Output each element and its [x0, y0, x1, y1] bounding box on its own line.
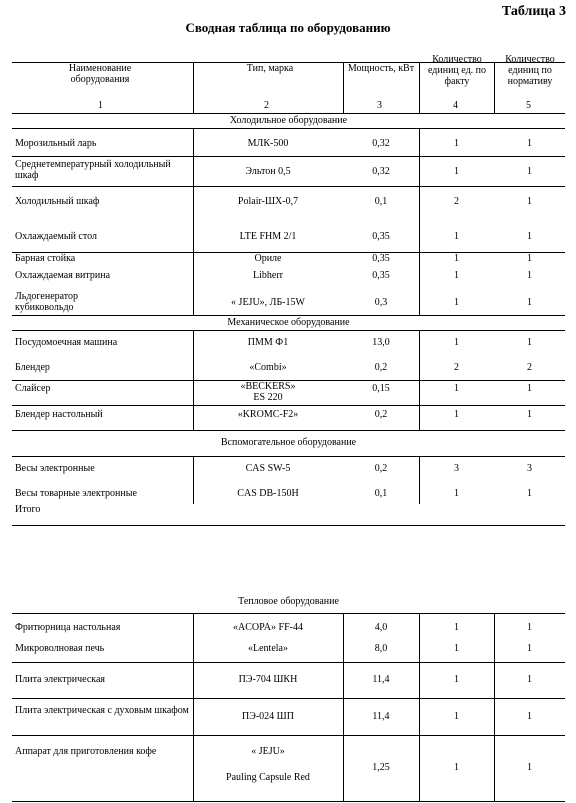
- row-brand: «Lentela»: [248, 643, 288, 654]
- row-brand: ПММ Ф1: [247, 337, 289, 348]
- row-name: Весы электронные: [15, 463, 95, 474]
- row-fact: 1: [454, 488, 459, 499]
- row-name: Посудомоечная машина: [15, 337, 118, 348]
- section-mech: Механическое оборудование: [227, 317, 350, 328]
- row-norm: 1: [527, 674, 532, 685]
- row-name: Плита электрическая с духовым шкафом: [15, 705, 189, 716]
- row-fact: 1: [454, 231, 459, 242]
- row-name: Льдогенератор кубиковольдо: [15, 291, 79, 313]
- header-num-3: 3: [377, 100, 382, 111]
- row-norm: 1: [527, 297, 532, 308]
- header-num-4: 4: [453, 100, 458, 111]
- row-brand: CAS DB-150H: [237, 488, 299, 499]
- row-fact: 1: [454, 337, 459, 348]
- row-name: Весы товарные электронные: [15, 488, 137, 499]
- row-power: 0,35: [372, 253, 390, 264]
- row-power: 0,35: [372, 270, 390, 281]
- row-brand: « JEJU»: [251, 746, 285, 757]
- row-name: Блендер: [15, 362, 50, 373]
- row-brand-line2: Pauling Capsule Red: [226, 772, 310, 783]
- row-name: Слайсер: [15, 383, 51, 394]
- row-power: 0,1: [374, 488, 388, 499]
- row-power: 4,0: [374, 622, 388, 633]
- row-name: Блендер настольный: [15, 409, 103, 420]
- row-brand: Libherr: [253, 270, 283, 281]
- header-brand: Тип, марка: [246, 63, 294, 74]
- row-power: 11,4: [372, 711, 390, 722]
- header-num-1: 1: [98, 100, 103, 111]
- row-brand: « JEJU», ЛБ-15W: [231, 297, 305, 308]
- row-fact: 1: [454, 383, 459, 394]
- table-number: Таблица 3: [501, 4, 566, 19]
- row-power: 0,3: [374, 297, 388, 308]
- row-fact: 1: [454, 674, 459, 685]
- row-norm: 1: [527, 270, 532, 281]
- row-power: 0,2: [374, 409, 388, 420]
- row-fact: 1: [454, 253, 459, 264]
- row-power: 13,0: [372, 337, 390, 348]
- row-name: Фритюрница настольная: [15, 622, 121, 633]
- row-name: Холодильный шкаф: [15, 196, 100, 207]
- header-num-2: 2: [264, 100, 269, 111]
- row-fact: 1: [454, 166, 459, 177]
- row-brand: МЛК-500: [247, 138, 289, 149]
- row-name: Плита электрическая: [15, 674, 106, 685]
- row-fact: 1: [454, 622, 459, 633]
- row-norm: 3: [527, 463, 532, 474]
- row-power: 11,4: [372, 674, 390, 685]
- section-heat: Тепловое оборудование: [238, 596, 339, 607]
- row-brand: «KROMC-F2»: [237, 409, 299, 420]
- header-num-5: 5: [526, 100, 531, 111]
- row-norm: 1: [527, 138, 532, 149]
- row-power: 0,2: [374, 362, 388, 373]
- row-fact: 1: [454, 711, 459, 722]
- row-fact: 1: [454, 138, 459, 149]
- row-brand: ПЭ-024 ШП: [242, 711, 294, 722]
- row-norm: 1: [527, 166, 532, 177]
- row-norm: 1: [527, 622, 532, 633]
- row-fact: 2: [454, 196, 459, 207]
- row-name: Барная стойка: [15, 253, 76, 264]
- row-fact: 1: [454, 270, 459, 281]
- row-brand: «BECKERS» ES 220: [240, 381, 296, 403]
- row-brand: Эльтон 0,5: [245, 166, 291, 177]
- row-brand: ПЭ-704 ШКН: [238, 674, 298, 685]
- row-norm: 2: [527, 362, 532, 373]
- row-fact: 1: [454, 409, 459, 420]
- row-name: Итого: [15, 504, 41, 515]
- row-norm: 1: [527, 711, 532, 722]
- section-aux: Вспомогательное оборудование: [220, 437, 357, 448]
- row-power: 0,35: [372, 231, 390, 242]
- row-name: Морозильный ларь: [15, 138, 97, 149]
- row-name: Охлаждаемая витрина: [15, 270, 111, 281]
- row-fact: 1: [454, 762, 459, 773]
- row-fact: 1: [454, 643, 459, 654]
- row-norm: 1: [527, 383, 532, 394]
- row-brand: «ACOPA» FF-44: [233, 622, 303, 633]
- row-norm: 1: [527, 409, 532, 420]
- table-title: Сводная таблица по оборудованию: [185, 20, 391, 35]
- row-brand: «Combi»: [249, 362, 287, 373]
- row-power: 0,15: [372, 383, 390, 394]
- row-norm: 1: [527, 253, 532, 264]
- row-norm: 1: [527, 762, 532, 773]
- row-power: 8,0: [374, 643, 388, 654]
- row-power: 0,32: [372, 166, 390, 177]
- row-power: 0,2: [374, 463, 388, 474]
- section-cold: Холодильное оборудование: [229, 115, 348, 126]
- row-norm: 1: [527, 488, 532, 499]
- row-brand: LTE FHM 2/1: [239, 231, 297, 242]
- row-power: 0,32: [372, 138, 390, 149]
- row-norm: 1: [527, 231, 532, 242]
- row-brand: Polair-ШХ-0,7: [237, 196, 299, 207]
- row-name: Среднетемпературный холодильный шкаф: [15, 159, 171, 181]
- header-power: Мощность, кВт: [347, 63, 415, 74]
- row-name: Микроволновая печь: [15, 643, 105, 654]
- row-name: Охлаждаемый стол: [15, 231, 97, 242]
- header-name: Наименование оборудования: [68, 63, 132, 85]
- row-brand: CAS SW-5: [245, 463, 291, 474]
- row-fact: 1: [454, 297, 459, 308]
- row-power: 1,25: [372, 762, 390, 773]
- header-fact: Количество единиц ед. по факту: [427, 54, 487, 87]
- row-name: Аппарат для приготовления кофе: [15, 746, 157, 757]
- header-norm: Количество единиц по нормативу: [505, 54, 555, 87]
- row-power: 0,1: [374, 196, 388, 207]
- row-norm: 1: [527, 196, 532, 207]
- row-fact: 2: [454, 362, 459, 373]
- row-norm: 1: [527, 643, 532, 654]
- row-brand: Ориле: [254, 253, 282, 264]
- row-fact: 3: [454, 463, 459, 474]
- row-norm: 1: [527, 337, 532, 348]
